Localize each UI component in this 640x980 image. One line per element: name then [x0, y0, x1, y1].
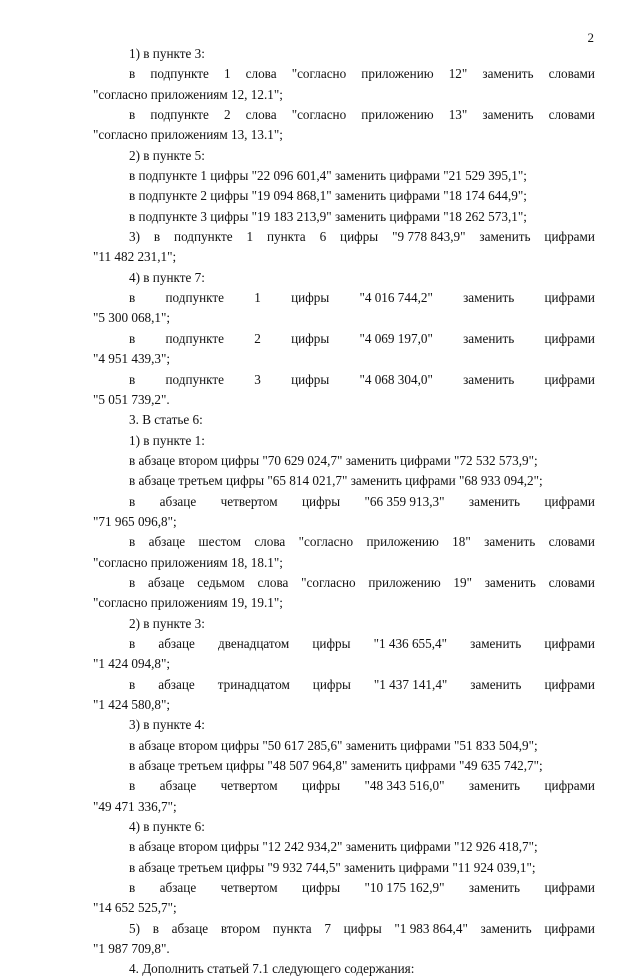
word: тринадцатом: [217, 676, 290, 692]
word: цифры: [301, 880, 341, 896]
word: в: [129, 574, 136, 590]
word: цифрами: [544, 371, 595, 387]
word: абзаце: [147, 574, 185, 590]
word: 18": [452, 534, 471, 550]
text-line: "4 951 439,3";: [93, 351, 171, 367]
word: заменить: [482, 107, 534, 123]
text-line: "1 987 709,8".: [93, 941, 170, 957]
word: цифрами: [544, 330, 595, 346]
word: в: [129, 880, 136, 896]
word: абзаце: [148, 534, 186, 550]
word: абзаце: [159, 778, 197, 794]
word: приложению: [366, 534, 439, 550]
word: четвертом: [220, 493, 278, 509]
word: приложению: [368, 574, 441, 590]
word: седьмом: [197, 574, 245, 590]
word: 6: [319, 229, 327, 245]
word: 1: [246, 229, 254, 245]
text-line: "71 965 096,8";: [93, 513, 177, 529]
word: 2: [254, 330, 261, 346]
word: в: [129, 534, 136, 550]
text-line-indented: в абзаце втором цифры "70 629 024,7" заменить цифрами "72 532 573,9";: [129, 452, 538, 468]
word: заменить: [463, 330, 515, 346]
word: цифры: [340, 229, 379, 245]
text-line-justified: [93, 878, 595, 898]
text-line-indented: в абзаце втором цифры "12 242 934,2" заменить цифрами "12 926 418,7";: [129, 839, 538, 855]
word: подпункте: [165, 330, 225, 346]
text-line-justified: [93, 776, 595, 796]
word: цифры: [312, 635, 351, 651]
word: в: [153, 229, 161, 245]
text-line: "1 424 094,8";: [93, 656, 171, 672]
word: 3): [129, 229, 140, 245]
text-line: "14 652 525,7";: [93, 900, 177, 916]
text-line-justified: [93, 370, 595, 390]
word: "согласно: [291, 107, 347, 123]
word: заменить: [470, 676, 522, 692]
word: приложению: [361, 66, 434, 82]
word: цифры: [291, 330, 330, 346]
word: 5): [129, 920, 140, 936]
word: приложению: [361, 107, 434, 123]
word: абзаце: [159, 493, 197, 509]
word: "10 175 162,9": [364, 880, 445, 896]
word: слова: [257, 574, 289, 590]
word: подпункте: [150, 66, 209, 82]
word: цифрами: [544, 920, 595, 936]
text-line-indented: в абзаце третьем цифры "48 507 964,8" заменить цифрами "49 635 742,7";: [129, 758, 543, 774]
word: слова: [254, 534, 286, 550]
text-line-justified: [93, 288, 595, 308]
word: в: [129, 66, 136, 82]
word: в: [129, 493, 136, 509]
word: абзаце: [158, 676, 195, 692]
text-line-justified: [93, 105, 595, 125]
word: 1: [254, 290, 261, 306]
word: заменить: [480, 920, 532, 936]
word: цифры: [312, 676, 351, 692]
word: 7: [324, 920, 331, 936]
word: заменить: [470, 635, 522, 651]
word: словами: [548, 107, 595, 123]
word: словами: [548, 66, 595, 82]
word: четвертом: [220, 778, 278, 794]
word: цифрами: [544, 290, 595, 306]
text-line-justified: [93, 492, 595, 512]
word: 13": [448, 107, 468, 123]
word: абзаце: [159, 880, 197, 896]
text-line-indented: 2) в пункте 5:: [129, 147, 205, 163]
text-line-justified: [93, 329, 595, 349]
word: абзаце: [158, 635, 195, 651]
document-body: [93, 44, 595, 980]
word: слова: [245, 66, 277, 82]
text-line-indented: 4) в пункте 6:: [129, 819, 205, 835]
text-line-justified: [93, 919, 595, 939]
text-line-indented: 3. В статье 6:: [129, 412, 203, 428]
word: "согласно: [301, 574, 356, 590]
text-line-indented: в подпункте 3 цифры "19 183 213,9" заменить цифрами "18 262 573,1";: [129, 208, 527, 224]
word: "1 437 141,4": [373, 676, 448, 692]
word: цифрами: [544, 676, 595, 692]
word: в: [129, 290, 136, 306]
word: в: [129, 635, 136, 651]
word: цифры: [301, 493, 341, 509]
text-line: "5 300 068,1";: [93, 310, 171, 326]
word: подпункте: [174, 229, 233, 245]
word: 12": [448, 66, 468, 82]
word: подпункте: [165, 290, 225, 306]
text-line-indented: 4. Дополнить статьей 7.1 следующего содержания:: [129, 961, 415, 977]
text-line-justified: [93, 675, 595, 695]
text-line-justified: [93, 634, 595, 654]
word: 19": [453, 574, 472, 590]
word: "1 436 655,4": [373, 635, 448, 651]
text-line: "согласно приложениям 13, 13.1";: [93, 127, 283, 143]
word: пункта: [266, 229, 306, 245]
word: "1 983 864,4": [394, 920, 468, 936]
word: "4 068 304,0": [359, 371, 433, 387]
word: цифрами: [544, 880, 595, 896]
word: "согласно: [298, 534, 354, 550]
word: цифрами: [544, 229, 595, 245]
word: цифры: [291, 290, 330, 306]
text-line-indented: 2) в пункте 3:: [129, 615, 205, 631]
word: абзаце: [171, 920, 209, 936]
text-line-indented: в подпункте 1 цифры "22 096 601,4" заменить цифрами "21 529 395,1";: [129, 168, 527, 184]
text-line-justified: [93, 532, 595, 552]
word: 1: [223, 66, 231, 82]
word: "4 016 744,2": [359, 290, 433, 306]
text-line-justified: [93, 64, 595, 84]
word: заменить: [463, 290, 515, 306]
word: цифрами: [544, 493, 595, 509]
word: 3: [254, 371, 261, 387]
word: заменить: [479, 229, 531, 245]
word: "9 778 843,9": [392, 229, 466, 245]
word: слова: [245, 107, 277, 123]
word: заменить: [482, 66, 534, 82]
word: двенадцатом: [218, 635, 290, 651]
text-line: "согласно приложениям 12, 12.1";: [93, 86, 283, 102]
word: "66 359 913,3": [364, 493, 445, 509]
word: "48 343 516,0": [364, 778, 445, 794]
text-line-indented: 3) в пункте 4:: [129, 717, 205, 733]
text-line: "согласно приложениям 19, 19.1";: [93, 595, 283, 611]
word: пункта: [272, 920, 312, 936]
word: цифрами: [544, 778, 595, 794]
text-line-indented: 1) в пункте 3:: [129, 46, 205, 61]
word: заменить: [468, 778, 521, 794]
word: цифрами: [544, 635, 595, 651]
text-line: "5 051 739,2".: [93, 391, 170, 407]
word: подпункте: [150, 107, 209, 123]
text-line-indented: в абзаце третьем цифры "9 932 744,5" заменить цифрами "11 924 039,1";: [129, 859, 536, 875]
word: цифры: [291, 371, 330, 387]
text-line-justified: [93, 573, 595, 593]
text-line: "49 471 336,7";: [93, 798, 177, 814]
text-line: "1 424 580,8";: [93, 697, 171, 712]
word: словами: [548, 574, 595, 590]
word: шестом: [198, 534, 241, 550]
word: цифры: [343, 920, 382, 936]
word: втором: [220, 920, 261, 936]
word: четвертом: [220, 880, 278, 896]
word: в: [129, 778, 136, 794]
text-line-indented: в абзаце третьем цифры "65 814 021,7" заменить цифрами "68 933 094,2";: [129, 473, 543, 489]
word: заменить: [468, 493, 521, 509]
text-line-indented: 1) в пункте 1:: [129, 432, 205, 448]
word: 2: [223, 107, 231, 123]
text-line: "11 482 231,1";: [93, 249, 177, 265]
word: в: [129, 107, 136, 123]
text-line: "согласно приложениям 18, 18.1";: [93, 554, 283, 570]
page-number: 2: [587, 30, 594, 45]
word: заменить: [468, 880, 521, 896]
text-line-indented: 4) в пункте 7:: [129, 269, 205, 285]
word: заменить: [484, 534, 536, 550]
word: подпункте: [165, 371, 225, 387]
word: "4 069 197,0": [359, 330, 433, 346]
word: в: [129, 676, 136, 692]
word: заменить: [463, 371, 515, 387]
word: в: [129, 330, 136, 346]
word: цифры: [301, 778, 341, 794]
word: "согласно: [291, 66, 347, 82]
word: словами: [548, 534, 595, 550]
text-line-justified: [93, 227, 595, 247]
text-line-indented: в подпункте 2 цифры "19 094 868,1" заменить цифрами "18 174 644,9";: [129, 188, 527, 204]
word: в: [152, 920, 159, 936]
word: заменить: [484, 574, 536, 590]
word: в: [129, 371, 136, 387]
text-line-indented: в абзаце втором цифры "50 617 285,6" заменить цифрами "51 833 504,9";: [129, 737, 538, 753]
